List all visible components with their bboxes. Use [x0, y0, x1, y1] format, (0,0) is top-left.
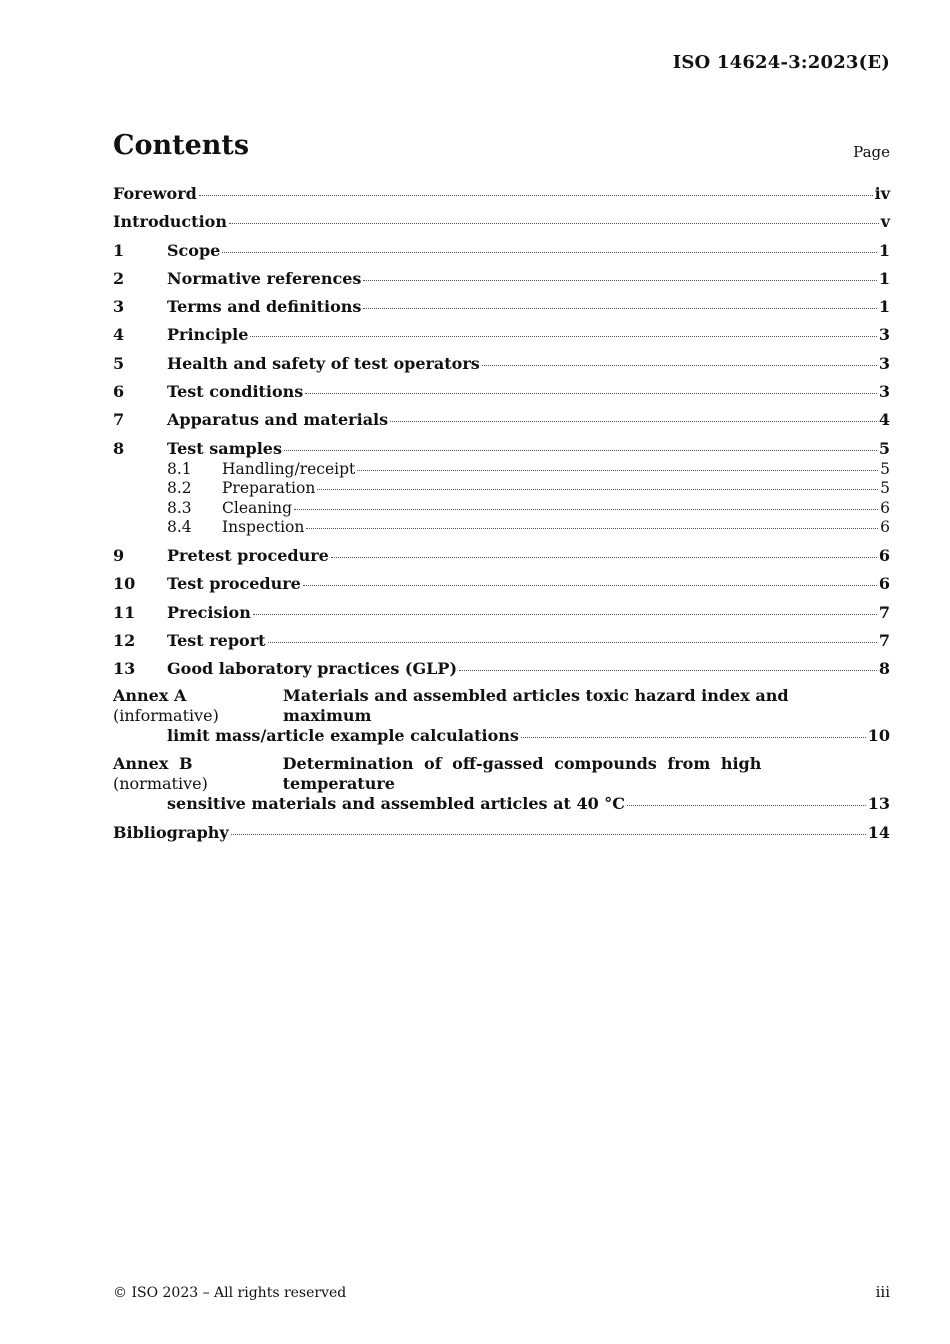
toc-entry-page: 3 [878, 325, 890, 345]
toc-entry-page: 7 [878, 630, 890, 650]
subclause-number: 8.4 [167, 518, 192, 537]
toc-entry-foreword[interactable] [113, 183, 890, 205]
dot-leader [317, 489, 878, 490]
clause-number: 2 [113, 268, 125, 288]
toc-entry-subclause-8-2[interactable] [113, 479, 890, 499]
clause-number: 6 [113, 382, 125, 402]
dot-leader [482, 365, 877, 366]
toc-entry-clause-13[interactable] [113, 658, 890, 680]
toc-entry-page: iv [874, 184, 890, 203]
toc-entry-page: 10 [867, 726, 890, 746]
toc-entry-title: Foreword [113, 184, 197, 203]
table-of-contents [113, 183, 890, 851]
clause-number: 3 [113, 297, 125, 317]
clause-number: 10 [113, 574, 136, 594]
toc-entry-page: 6 [880, 498, 890, 517]
clause-number: 1 [113, 240, 125, 260]
toc-entry-title: Cleaning [222, 498, 293, 517]
subclause-number: 8.1 [167, 459, 192, 478]
toc-entry-clause-3[interactable] [113, 296, 890, 318]
toc-entry-annex-b[interactable] [113, 754, 890, 814]
toc-entry-title: Good laboratory practices (GLP) [167, 659, 458, 679]
toc-entry-page: 6 [880, 518, 890, 537]
toc-entry-subclause-8-4[interactable] [113, 518, 890, 538]
page-column-label: Page [853, 143, 890, 161]
annex-heading-line [113, 754, 890, 794]
annex-heading-line-2 [113, 726, 890, 746]
toc-entry-title: Health and safety of test operators [167, 353, 480, 373]
toc-entry-subclause-8-3[interactable] [113, 499, 890, 519]
toc-entry-title: Preparation [222, 479, 316, 498]
clause-number: 13 [113, 659, 136, 679]
toc-entry-clause-5[interactable] [113, 353, 890, 375]
dot-leader [268, 642, 877, 643]
dot-leader [253, 614, 877, 615]
subclause-number: 8.2 [167, 479, 192, 498]
toc-entry-title: Scope [167, 240, 221, 260]
dot-leader [521, 737, 866, 738]
toc-entry-clause-2[interactable] [113, 268, 890, 290]
toc-entry-introduction[interactable] [113, 211, 890, 233]
clause-number: 9 [113, 545, 125, 565]
toc-entry-page: 8 [878, 659, 890, 679]
dot-leader [363, 280, 876, 281]
toc-entry-page: 6 [878, 574, 890, 594]
annex-title-line-2: limit mass/article example calculations [167, 726, 519, 746]
toc-entry-page: 3 [878, 353, 890, 373]
dot-leader [231, 834, 866, 835]
toc-entry-clause-9[interactable] [113, 545, 890, 567]
clause-number: 7 [113, 410, 125, 430]
toc-entry-page: 4 [878, 410, 890, 430]
clause-number: 8 [113, 438, 125, 458]
clause-8-subclauses [113, 460, 890, 538]
dot-leader [199, 195, 873, 196]
toc-entry-title: Pretest procedure [167, 545, 329, 565]
toc-entry-title: Introduction [113, 212, 227, 232]
annex-title-line-2: sensitive materials and assembled articles at 40 °C [167, 794, 626, 814]
dot-leader [294, 509, 878, 510]
clause-number: 5 [113, 353, 125, 373]
toc-entry-clause-7[interactable] [113, 409, 890, 431]
subclause-number: 8.3 [167, 498, 192, 517]
annex-heading-line [113, 686, 890, 726]
document-identifier: ISO 14624-3:2023(E) [672, 52, 890, 73]
toc-entry-page: v [880, 212, 890, 232]
toc-entry-page: 1 [878, 297, 890, 317]
toc-entry-clause-8[interactable] [113, 438, 890, 460]
toc-entry-title: Normative references [167, 268, 362, 288]
toc-entry-title: Handling/receipt [222, 459, 356, 478]
toc-entry-page: 3 [878, 382, 890, 402]
toc-entry-bibliography[interactable] [113, 822, 890, 844]
toc-entry-page: 14 [867, 823, 890, 843]
toc-entry-title: Principle [167, 325, 249, 345]
annex-title-line-1: Determination of off-gassed compounds from high temperature [282, 754, 762, 794]
toc-entry-clause-11[interactable] [113, 602, 890, 624]
annex-title-line-1: Materials and assembled articles toxic hazard index and maximum [283, 686, 789, 726]
toc-entry-clause-12[interactable] [113, 630, 890, 652]
toc-entry-title: Test samples [167, 438, 282, 458]
clause-number: 4 [113, 325, 125, 345]
toc-entry-page: 1 [878, 268, 890, 288]
annex-label: Annex B [113, 754, 193, 774]
annex-label: Annex A [113, 686, 187, 706]
toc-entry-title: Test report [167, 630, 266, 650]
toc-entry-page: 5 [878, 438, 890, 458]
toc-entry-page: 6 [878, 545, 890, 565]
dot-leader [303, 585, 877, 586]
toc-entry-title: Precision [167, 602, 251, 622]
dot-leader [284, 450, 877, 451]
copyright-notice: © ISO 2023 – All rights reserved [113, 1285, 347, 1301]
dot-leader [250, 336, 876, 337]
dot-leader [229, 223, 879, 224]
dot-leader [305, 393, 877, 394]
toc-entry-page: 5 [880, 459, 890, 478]
dot-leader [357, 470, 878, 471]
annex-type: (normative) [113, 774, 208, 794]
clause-number: 12 [113, 630, 136, 650]
dot-leader [306, 528, 878, 529]
toc-entry-page: 1 [878, 240, 890, 260]
contents-heading-row [113, 128, 890, 164]
toc-entry-title: Test conditions [167, 382, 304, 402]
toc-entry-clause-1[interactable] [113, 240, 890, 262]
clause-number: 11 [113, 602, 136, 622]
toc-entry-page: 13 [867, 794, 890, 814]
contents-title: Contents [113, 130, 250, 161]
dot-leader [627, 805, 866, 806]
toc-entry-page: 5 [880, 479, 890, 498]
dot-leader [363, 308, 876, 309]
dot-leader [222, 252, 877, 253]
dot-leader [390, 421, 877, 422]
toc-entry-title: Apparatus and materials [167, 410, 389, 430]
dot-leader [331, 557, 877, 558]
annex-type: (informative) [113, 706, 219, 726]
toc-entry-subclause-8-1[interactable] [113, 460, 890, 480]
annex-heading-line-2 [113, 794, 890, 814]
toc-entry-clause-10[interactable] [113, 573, 890, 595]
toc-entry-title: Terms and definitions [167, 297, 362, 317]
toc-entry-page: 7 [878, 602, 890, 622]
toc-entry-clause-4[interactable] [113, 324, 890, 346]
toc-entry-title: Inspection [222, 518, 305, 537]
toc-entry-title: Test procedure [167, 574, 301, 594]
dot-leader [459, 670, 877, 671]
page-number: iii [875, 1283, 890, 1301]
toc-entry-annex-a[interactable] [113, 686, 890, 746]
toc-entry-clause-6[interactable] [113, 381, 890, 403]
toc-entry-title: Bibliography [113, 823, 229, 843]
